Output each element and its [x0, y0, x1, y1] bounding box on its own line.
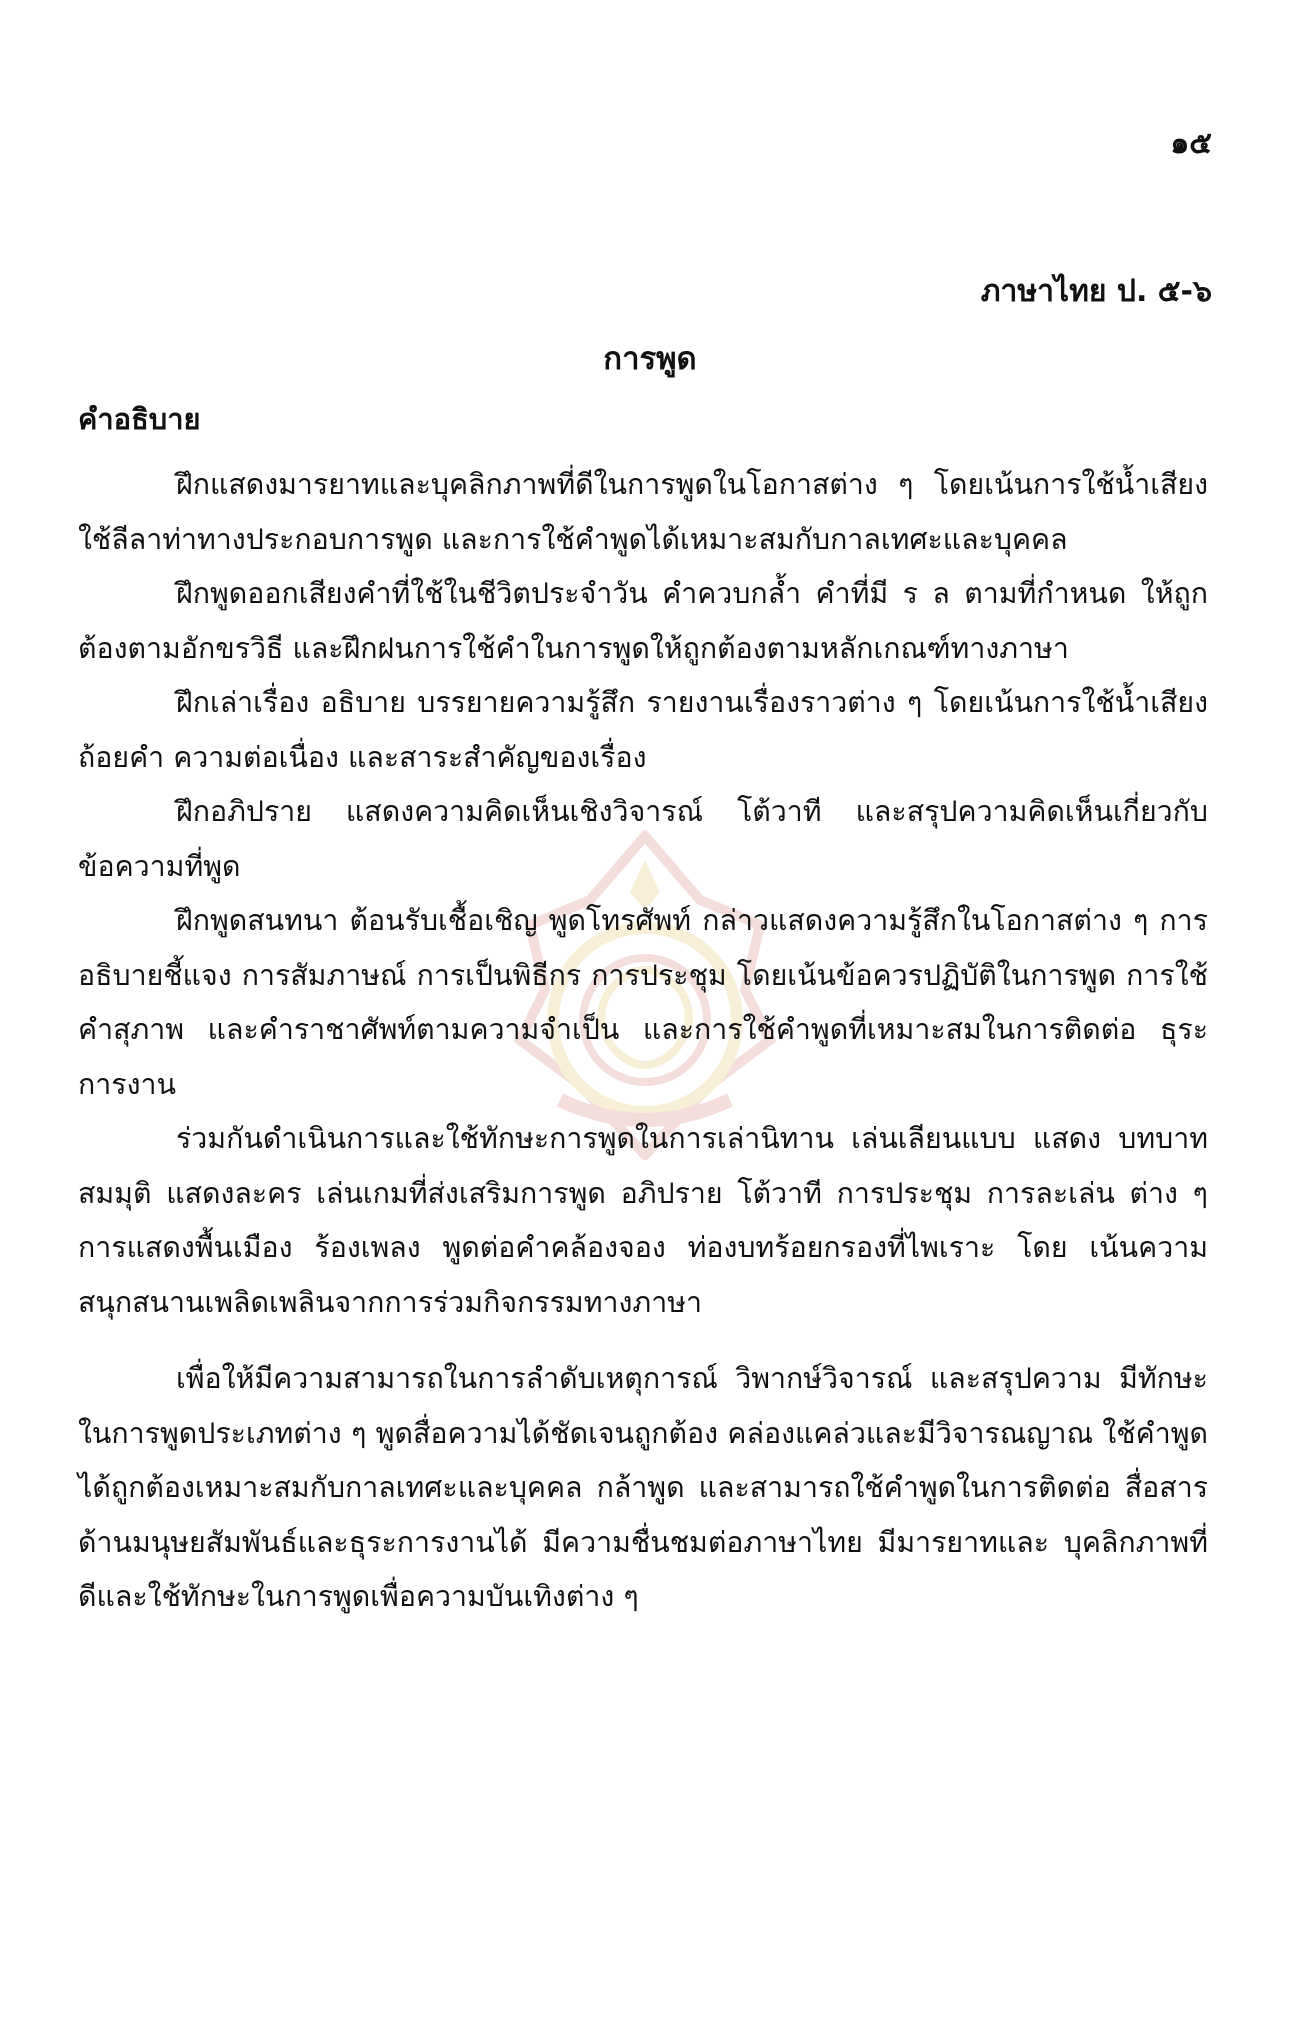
- subject-heading: ภาษาไทย ป. ๕-๖: [980, 274, 1212, 309]
- paragraph-manners: ฝึกแสดงมารยาทและบุคลิกภาพที่ดีในการพูดในโอกาสต่าง ๆ โดยเน้นการใช้น้ำเสียง ใช้ลีลาท่าทางประกอบการพูด และการใช้คำพูดได้เหมาะสมกับกาลเทศะและบุคคล: [78, 468, 1208, 556]
- description-heading: คำอธิบาย: [78, 402, 201, 436]
- paragraph-storytelling: ฝึกเล่าเรื่อง อธิบาย บรรยายความรู้สึก รายงานเรื่องราวต่าง ๆ โดยเน้นการใช้น้ำเสียง ถ้อยคำ ความต่อเนื่อง และสาระสำคัญของเรื่อง: [78, 686, 1208, 774]
- paragraph-pronunciation: ฝึกพูดออกเสียงคำที่ใช้ในชีวิตประจำวัน คำควบกล้ำ คำที่มี ร ล ตามที่กำหนด ให้ถูกต้องตามอักขรวิธี และฝึกฝนการใช้คำในการพูดให้ถูกต้องตามหลักเกณฑ์ทางภาษา: [78, 577, 1208, 665]
- paragraph-conversation: ฝึกพูดสนทนา ต้อนรับเชื้อเชิญ พูดโทรศัพท์ กล่าวแสดงความรู้สึกในโอกาสต่าง ๆ การอธิบายชี้แจง การสัมภาษณ์ การเป็นพิธีกร การประชุม โดยเน้นข้อควรปฏิบัติในการพูด การใช้คำสุภาพ และคำราชาศัพท์ตามความจำเป็น และการใช้คำพูดที่เหมาะสมในการติดต่อ ธุระการงาน: [78, 904, 1208, 1101]
- paragraph-debate: ฝึกอภิปราย แสดงความคิดเห็นเชิงวิจารณ์ โต้วาที และสรุปความคิดเห็นเกี่ยวกับ ข้อความที่พูด: [78, 795, 1208, 883]
- page-number: ๑๕: [1170, 126, 1212, 161]
- body-text: [78, 458, 1208, 1625]
- section-title: การพูด: [603, 341, 697, 377]
- paragraph-summary: เพื่อให้มีความสามารถในการลำดับเหตุการณ์ วิพากษ์วิจารณ์ และสรุปความ มีทักษะ ในการพูดประเภทต่าง ๆ พูดสื่อความได้ชัดเจนถูกต้อง คล่องแคล่วและมีวิจารณญาณ ใช้คำพูดได้ถูกต้องเหมาะสมกับกาลเทศะและบุคคล กล้าพูด และสามารถใช้คำพูดในการติดต่อ สื่อสารด้านมนุษยสัมพันธ์และธุระการงานได้ มีความชื่นชมต่อภาษาไทย มีมารยาทและ บุคลิกภาพที่ดีและใช้ทักษะในการพูดเพื่อความบันเทิงต่าง ๆ: [78, 1362, 1208, 1613]
- paragraph-activities: ร่วมกันดำเนินการและใช้ทักษะการพูดในการเล่านิทาน เล่นเลียนแบบ แสดง บทบาทสมมุติ แสดงละคร เล่นเกมที่ส่งเสริมการพูด อภิปราย โต้วาที การประชุม การละเล่น ต่าง ๆ การแสดงพื้นเมือง ร้องเพลง พูดต่อคำคล้องจอง ท่องบทร้อยกรองที่ไพเราะ โดย เน้นความสนุกสนานเพลิดเพลินจากการร่วมกิจกรรมทางภาษา: [78, 1122, 1208, 1319]
